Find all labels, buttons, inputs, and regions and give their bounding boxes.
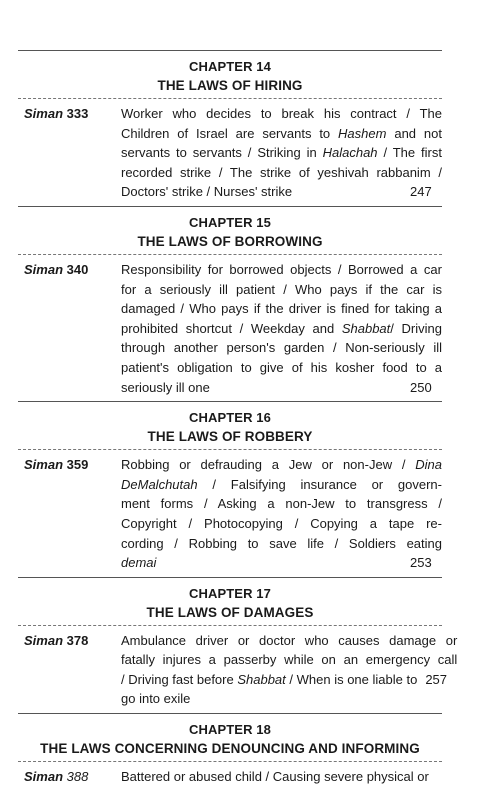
siman-description	[121, 631, 457, 709]
desc-line: / Driving fast before Shabbat / When is one liable to 257	[121, 670, 457, 690]
chapter-number: CHAPTER 15	[189, 214, 271, 230]
desc-line: fatally injures a passerby while on an emergency call	[121, 652, 458, 668]
siman-entry	[18, 762, 442, 791]
desc-line: Battered or abused child / Causing severe physical or	[121, 769, 429, 785]
chapter-heading	[18, 207, 442, 254]
chapter-heading	[18, 578, 442, 625]
desc-line: Copyright / Photocopying / Copying a tape re-	[121, 515, 442, 531]
chapter-title: THE LAWS OF BORROWING	[137, 233, 323, 249]
desc-line: for a seriously ill patient / Who pays if the car is	[121, 281, 442, 297]
chapter-heading	[18, 51, 442, 98]
chapter-heading	[18, 402, 442, 449]
siman-number: 333	[66, 106, 89, 121]
siman-description	[121, 455, 442, 573]
desc-line: Robbing or defrauding a Jew or non-Jew / Dina	[121, 457, 442, 473]
siman-entry	[18, 255, 442, 401]
desc-line: Ambulance driver or doctor who causes damage or	[121, 632, 458, 648]
siman-number: 340	[66, 261, 89, 277]
desc-line: cording / Robbing to save life / Soldiers eating	[121, 535, 442, 551]
siman-label: Siman	[24, 632, 64, 648]
table-of-contents	[18, 0, 458, 791]
desc-line: seriously ill one 250	[121, 378, 442, 398]
desc-line: Children of Israel are servants to Hashem and not	[121, 125, 442, 141]
chapter-number: CHAPTER 17	[189, 585, 271, 601]
desc-line: servants to servants / Striking in Halachah / The first	[121, 145, 442, 161]
desc-line: Worker who decides to break his contract / The	[121, 106, 442, 121]
siman-ref	[18, 631, 121, 709]
desc-line: Responsibility for borrowed objects / Borrowed a car	[121, 261, 442, 277]
page-number: 257	[425, 671, 448, 687]
siman-description	[121, 104, 442, 202]
siman-ref	[18, 260, 121, 397]
desc-line: go into exile	[121, 691, 191, 707]
chapter-title: THE LAWS OF ROBBERY	[147, 429, 313, 445]
siman-label: Siman	[24, 106, 64, 121]
desc-line: patient's obligation to give of his kosher food to a	[121, 359, 442, 375]
siman-ref	[18, 767, 121, 787]
chapter-title: THE LAWS OF DAMAGES	[146, 604, 314, 620]
siman-ref	[18, 104, 121, 202]
desc-line: through another person's garden / Non-seriously ill	[121, 340, 442, 356]
chapter-number: CHAPTER 18	[189, 722, 271, 738]
desc-line: demai 253	[121, 553, 442, 573]
chapter-number: CHAPTER 16	[189, 410, 271, 426]
desc-line: prohibited shortcut / Weekday and Shabbat/ Driving	[121, 320, 442, 336]
siman-description	[121, 260, 442, 397]
page-number: 250	[410, 379, 432, 395]
siman-description	[121, 767, 442, 787]
siman-entry	[18, 99, 442, 206]
siman-label: Siman	[24, 261, 64, 277]
chapter-number: CHAPTER 14	[189, 59, 271, 74]
desc-line: DeMalchutah / Falsifying insurance or govern-	[121, 476, 442, 492]
desc-line: Doctors' strike / Nurses' strike 247	[121, 182, 442, 202]
desc-line: ment forms / Asking a non-Jew to transgress /	[121, 496, 442, 512]
siman-label: Siman	[24, 457, 64, 473]
chapter-heading	[18, 714, 442, 761]
desc-line: damaged / Who pays if the driver is fined for taking a	[121, 301, 442, 317]
siman-entry	[18, 450, 442, 577]
page-number: 247	[410, 184, 432, 200]
desc-line: recorded strike / The strike of yeshivah rabbanim /	[121, 164, 442, 180]
siman-number: 378	[66, 632, 89, 648]
chapter-title: THE LAWS CONCERNING DENOUNCING AND INFORMING	[40, 741, 420, 757]
siman-entry	[18, 626, 458, 713]
siman-number: 388	[66, 769, 89, 785]
siman-label: Siman	[24, 769, 64, 785]
chapter-title: THE LAWS OF HIRING	[157, 78, 303, 93]
page-number: 253	[410, 555, 432, 571]
siman-ref	[18, 455, 121, 573]
siman-number: 359	[66, 457, 89, 473]
